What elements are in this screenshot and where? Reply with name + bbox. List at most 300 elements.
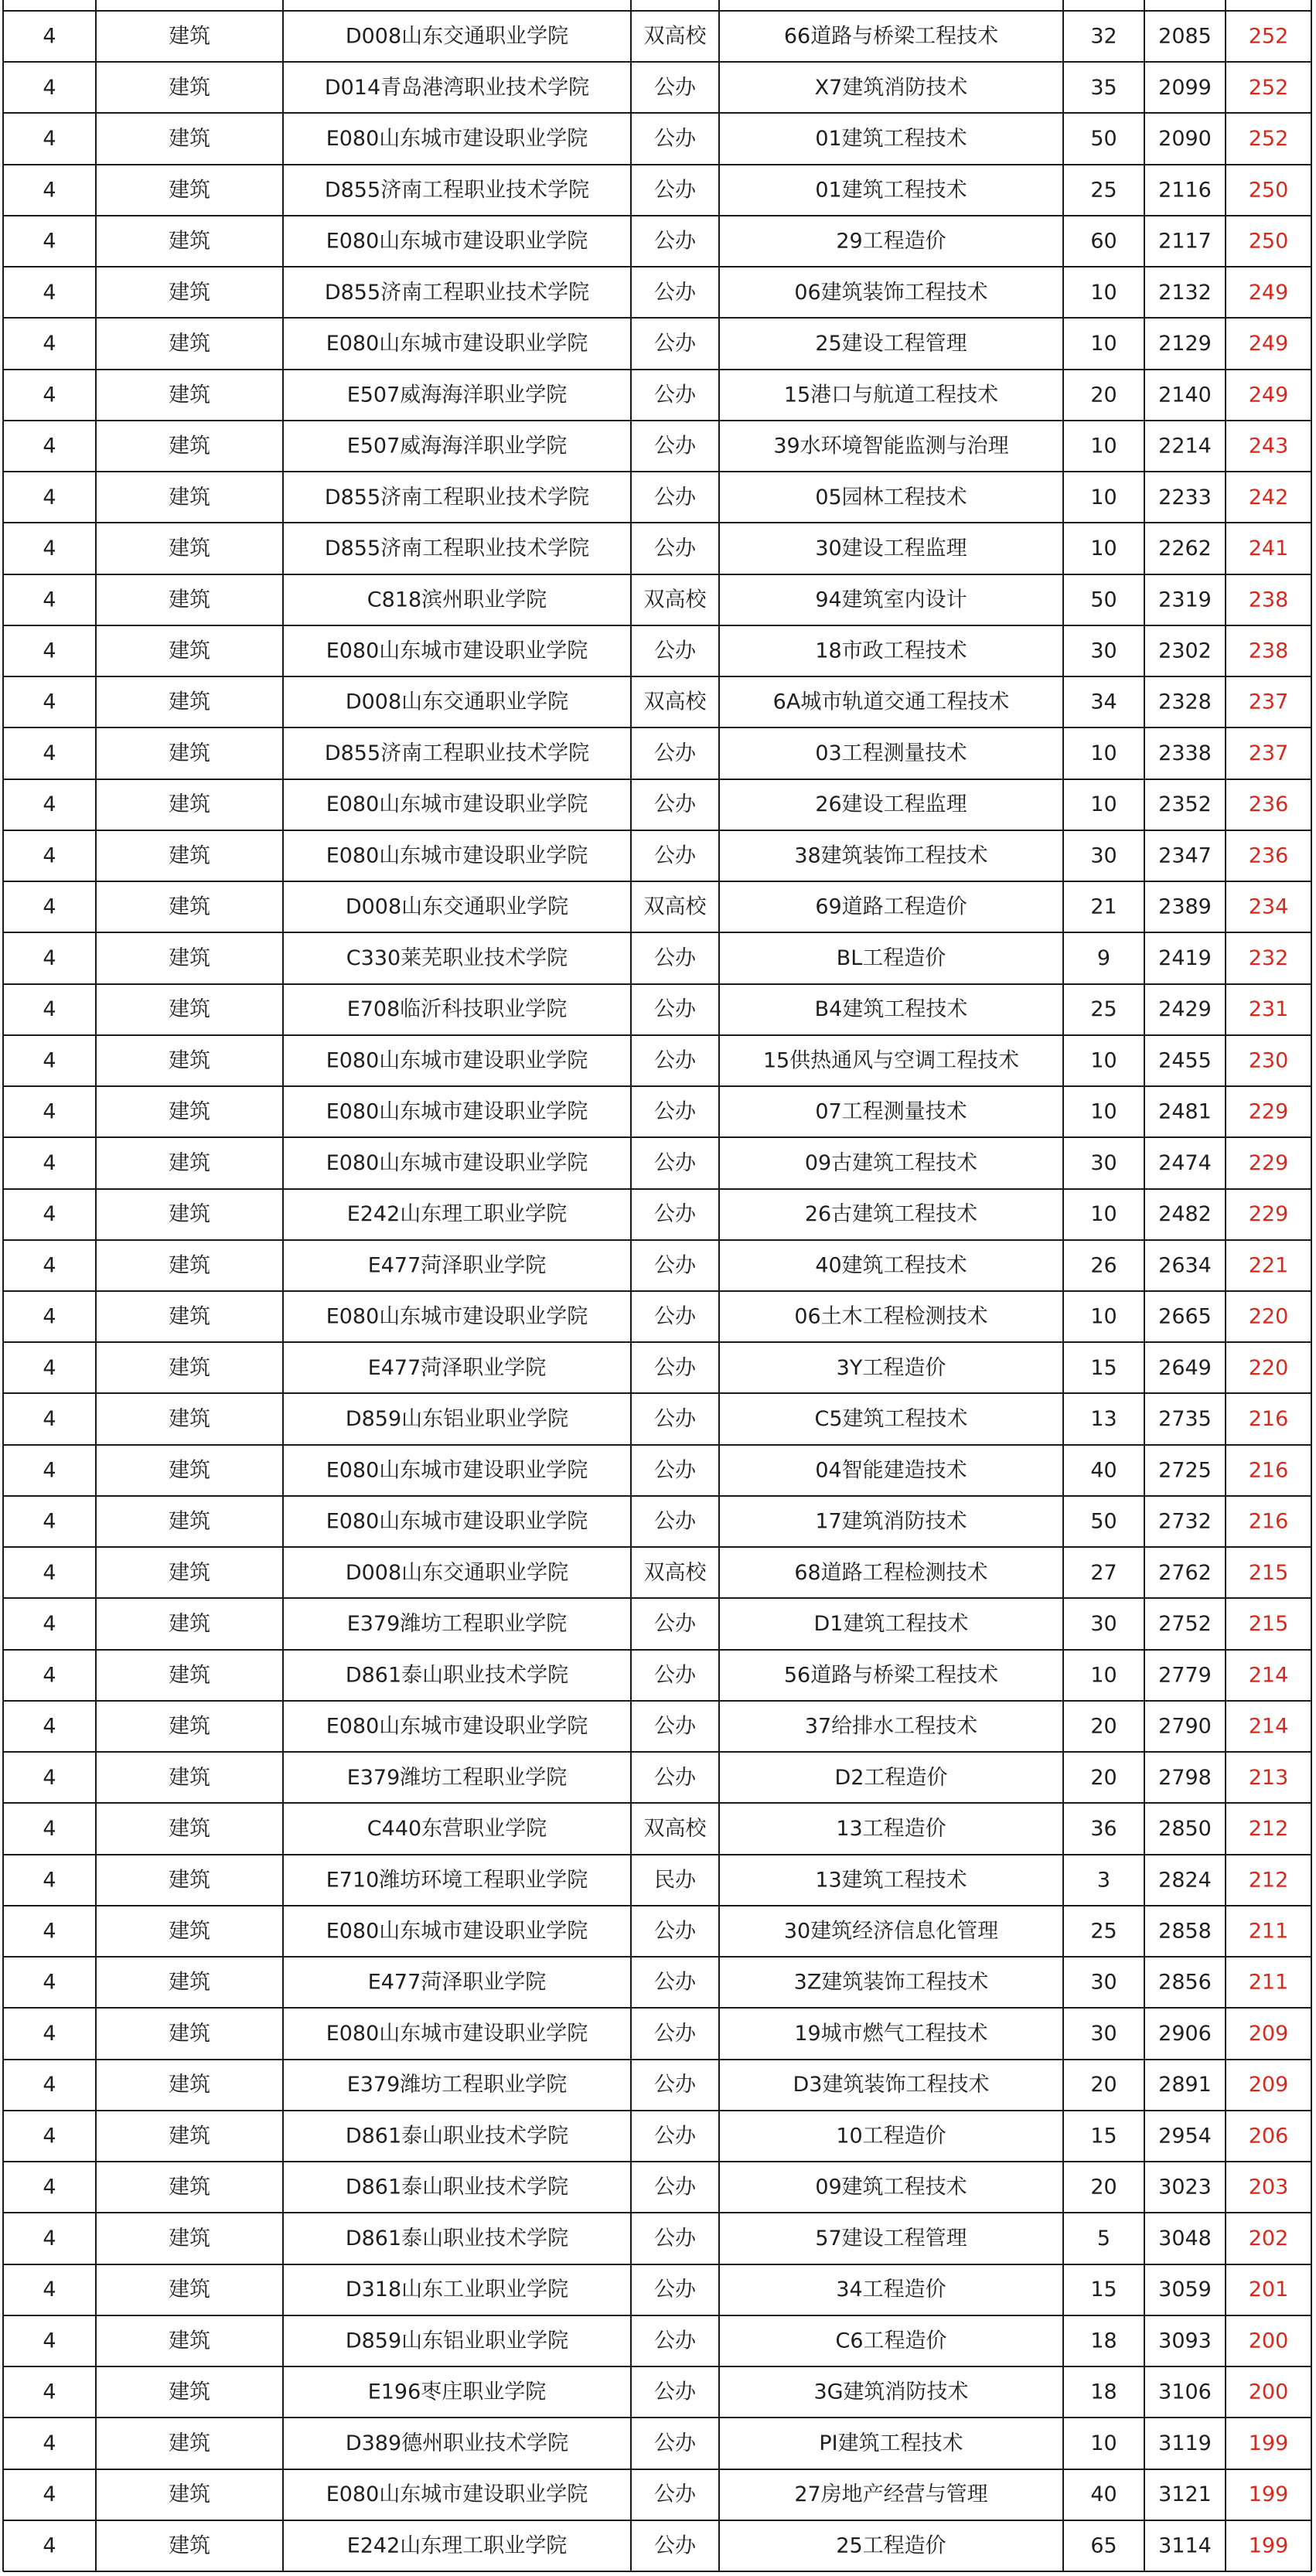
cell-category: 建筑 bbox=[169, 178, 210, 203]
table-row bbox=[43, 1612, 1288, 1636]
cell-score: 229 bbox=[1248, 1202, 1289, 1227]
cell-category: 建筑 bbox=[169, 1509, 210, 1534]
cell-major: 25工程造价 bbox=[836, 2533, 946, 2558]
cell-category: 建筑 bbox=[169, 1355, 210, 1380]
cell-school-type: 公办 bbox=[654, 1304, 696, 1329]
cell-quota: 10 bbox=[1090, 792, 1117, 817]
table-row bbox=[43, 230, 1288, 254]
cell-category: 建筑 bbox=[169, 792, 210, 817]
cell-school: E080山东城市建设职业学院 bbox=[326, 127, 588, 152]
cell-school-type: 公办 bbox=[654, 2124, 696, 2148]
table-row bbox=[43, 946, 1288, 970]
cell-school: E080山东城市建设职业学院 bbox=[326, 1458, 588, 1483]
cell-major: 26建设工程监理 bbox=[815, 792, 967, 817]
cell-rank: 2779 bbox=[1158, 1663, 1212, 1688]
cell-quota: 15 bbox=[1090, 2124, 1117, 2148]
table-row bbox=[43, 1663, 1288, 1687]
cell-major: 25建设工程管理 bbox=[815, 332, 967, 356]
cell-major: 37给排水工程技术 bbox=[804, 1714, 978, 1739]
cell-rank: 2856 bbox=[1158, 1970, 1212, 1995]
cell-major: 17建筑消防技术 bbox=[815, 1509, 967, 1534]
cell-score: 211 bbox=[1248, 1970, 1289, 1995]
table-row bbox=[43, 741, 1288, 765]
cell-school-type: 公办 bbox=[654, 792, 696, 817]
cell-tier: 4 bbox=[43, 843, 56, 868]
cell-school-type: 公办 bbox=[654, 843, 696, 868]
cell-category: 建筑 bbox=[169, 24, 210, 49]
cell-tier: 4 bbox=[43, 1560, 56, 1585]
cell-rank: 2116 bbox=[1158, 178, 1212, 203]
cell-school: E080山东城市建设职业学院 bbox=[326, 2482, 588, 2507]
cell-quota: 10 bbox=[1090, 434, 1117, 458]
cell-school-type: 公办 bbox=[654, 1150, 696, 1175]
cell-score: 249 bbox=[1248, 332, 1289, 356]
cell-rank: 2481 bbox=[1158, 1099, 1212, 1124]
cell-category: 建筑 bbox=[169, 2533, 210, 2558]
cell-score: 199 bbox=[1248, 2482, 1289, 2507]
cell-school: D861泰山职业技术学院 bbox=[345, 1663, 569, 1688]
cell-tier: 4 bbox=[43, 1202, 56, 1227]
table-row bbox=[43, 434, 1288, 458]
cell-quota: 35 bbox=[1090, 75, 1117, 100]
cell-school: E477菏泽职业学院 bbox=[367, 1253, 547, 1278]
table-row bbox=[43, 1253, 1288, 1277]
cell-school-type: 公办 bbox=[654, 485, 696, 509]
table-row bbox=[43, 1868, 1288, 1892]
cell-category: 建筑 bbox=[169, 690, 210, 714]
cell-school: D008山东交通职业学院 bbox=[345, 24, 569, 49]
cell-rank: 3048 bbox=[1158, 2226, 1212, 2251]
table-row bbox=[43, 2176, 1288, 2199]
cell-major: D1建筑工程技术 bbox=[813, 1612, 969, 1637]
cell-score: 212 bbox=[1248, 1868, 1289, 1893]
cell-category: 建筑 bbox=[169, 332, 210, 356]
cell-major: 26古建筑工程技术 bbox=[804, 1202, 978, 1227]
cell-major: 13工程造价 bbox=[836, 1817, 946, 1842]
cell-quota: 10 bbox=[1090, 741, 1117, 765]
cell-major: 30建设工程监理 bbox=[815, 537, 967, 561]
cell-major: X7建筑消防技术 bbox=[814, 75, 968, 100]
cell-major: 06建筑装饰工程技术 bbox=[794, 280, 988, 305]
cell-quota: 10 bbox=[1090, 485, 1117, 509]
cell-school: E710潍坊环境工程职业学院 bbox=[326, 1868, 588, 1893]
cell-tier: 4 bbox=[43, 2124, 56, 2148]
cell-tier: 4 bbox=[43, 2380, 56, 2404]
table-row bbox=[43, 2482, 1288, 2506]
cell-score: 238 bbox=[1248, 639, 1289, 663]
cell-score: 214 bbox=[1248, 1714, 1289, 1739]
cell-score: 212 bbox=[1248, 1817, 1289, 1842]
cell-category: 建筑 bbox=[169, 383, 210, 407]
cell-score: 209 bbox=[1248, 2021, 1289, 2046]
cell-quota: 15 bbox=[1090, 1355, 1117, 1380]
cell-score: 200 bbox=[1248, 2329, 1289, 2353]
cell-rank: 2429 bbox=[1158, 997, 1212, 1022]
cell-score: 213 bbox=[1248, 1765, 1289, 1790]
cell-quota: 20 bbox=[1090, 1765, 1117, 1790]
cell-tier: 4 bbox=[43, 792, 56, 817]
cell-rank: 2649 bbox=[1158, 1355, 1212, 1380]
cell-school: D855济南工程职业技术学院 bbox=[324, 741, 590, 765]
cell-major: 01建筑工程技术 bbox=[815, 127, 967, 152]
cell-tier: 4 bbox=[43, 280, 56, 305]
cell-score: 201 bbox=[1248, 2278, 1289, 2302]
cell-tier: 4 bbox=[43, 2021, 56, 2046]
cell-major: 09古建筑工程技术 bbox=[804, 1150, 978, 1175]
cell-school: E080山东城市建设职业学院 bbox=[326, 639, 588, 663]
cell-major: BL工程造价 bbox=[836, 946, 946, 970]
cell-school: C818滨州职业学院 bbox=[367, 588, 547, 612]
table-row bbox=[43, 178, 1288, 202]
cell-category: 建筑 bbox=[169, 1663, 210, 1688]
cell-school: E477菏泽职业学院 bbox=[367, 1970, 547, 1995]
cell-category: 建筑 bbox=[169, 1919, 210, 1944]
cell-score: 249 bbox=[1248, 383, 1289, 407]
cell-school: D855济南工程职业技术学院 bbox=[324, 280, 590, 305]
table-row bbox=[43, 1766, 1288, 1790]
cell-major: 05园林工程技术 bbox=[815, 485, 967, 509]
cell-school-type: 公办 bbox=[654, 997, 696, 1022]
cell-major: 15供热通风与空调工程技术 bbox=[762, 1048, 1020, 1073]
cell-school: E379潍坊工程职业学院 bbox=[346, 1612, 568, 1637]
cell-major: 57建设工程管理 bbox=[815, 2226, 967, 2251]
cell-category: 建筑 bbox=[169, 1970, 210, 1995]
cell-score: 209 bbox=[1248, 2073, 1289, 2097]
cell-school: D389德州职业技术学院 bbox=[345, 2431, 569, 2455]
cell-score: 214 bbox=[1248, 1663, 1289, 1688]
cell-quota: 10 bbox=[1090, 537, 1117, 561]
cell-school: D855济南工程职业技术学院 bbox=[324, 485, 590, 509]
cell-school-type: 双高校 bbox=[643, 1817, 707, 1842]
cell-school-type: 公办 bbox=[654, 2226, 696, 2251]
cell-major: 01建筑工程技术 bbox=[815, 178, 967, 203]
cell-score: 252 bbox=[1248, 127, 1289, 152]
cell-school-type: 双高校 bbox=[643, 588, 707, 612]
cell-quota: 10 bbox=[1090, 1099, 1117, 1124]
cell-quota: 30 bbox=[1090, 843, 1117, 868]
cell-rank: 2482 bbox=[1158, 1202, 1212, 1227]
table-row bbox=[43, 1561, 1288, 1585]
cell-category: 建筑 bbox=[169, 1714, 210, 1739]
cell-major: D2工程造价 bbox=[834, 1765, 948, 1790]
cell-school-type: 民办 bbox=[654, 1868, 696, 1893]
cell-quota: 20 bbox=[1090, 383, 1117, 407]
cell-rank: 2085 bbox=[1158, 24, 1212, 49]
cell-tier: 4 bbox=[43, 946, 56, 970]
cell-school-type: 公办 bbox=[654, 178, 696, 203]
cell-score: 243 bbox=[1248, 434, 1289, 458]
cell-category: 建筑 bbox=[169, 2073, 210, 2097]
cell-quota: 18 bbox=[1090, 2329, 1117, 2353]
cell-major: 38建筑装饰工程技术 bbox=[794, 843, 988, 868]
cell-score: 215 bbox=[1248, 1612, 1289, 1637]
cell-school: E080山东城市建设职业学院 bbox=[326, 1099, 588, 1124]
cell-rank: 3093 bbox=[1158, 2329, 1212, 2353]
cell-score: 229 bbox=[1248, 1150, 1289, 1175]
cell-quota: 9 bbox=[1096, 946, 1111, 970]
cell-quota: 15 bbox=[1090, 2278, 1117, 2302]
cell-tier: 4 bbox=[43, 178, 56, 203]
table-row bbox=[43, 843, 1288, 867]
table-row bbox=[43, 1407, 1288, 1431]
cell-quota: 20 bbox=[1090, 1714, 1117, 1739]
cell-score: 237 bbox=[1248, 690, 1289, 714]
cell-rank: 2858 bbox=[1158, 1919, 1212, 1944]
table-row bbox=[43, 1048, 1288, 1072]
cell-rank: 3121 bbox=[1158, 2482, 1212, 2507]
table-row bbox=[43, 1920, 1288, 1944]
cell-category: 建筑 bbox=[169, 280, 210, 305]
cell-category: 建筑 bbox=[169, 1560, 210, 1585]
cell-category: 建筑 bbox=[169, 1099, 210, 1124]
cell-school-type: 公办 bbox=[654, 1099, 696, 1124]
cell-tier: 4 bbox=[43, 1970, 56, 1995]
cell-quota: 30 bbox=[1090, 2021, 1117, 2046]
cell-major: B4建筑工程技术 bbox=[814, 997, 968, 1022]
cell-quota: 25 bbox=[1090, 1919, 1117, 1944]
cell-rank: 2262 bbox=[1158, 537, 1212, 561]
cell-quota: 65 bbox=[1090, 2533, 1117, 2558]
cell-category: 建筑 bbox=[169, 1817, 210, 1842]
cell-school-type: 公办 bbox=[654, 2175, 696, 2199]
cell-category: 建筑 bbox=[169, 2329, 210, 2353]
table-row bbox=[43, 2431, 1288, 2455]
table-row bbox=[43, 1151, 1288, 1175]
cell-category: 建筑 bbox=[169, 1202, 210, 1227]
table-row bbox=[43, 1100, 1288, 1124]
cell-score: 241 bbox=[1248, 537, 1289, 561]
cell-tier: 4 bbox=[43, 1919, 56, 1944]
table-row bbox=[43, 127, 1288, 151]
cell-category: 建筑 bbox=[169, 1048, 210, 1073]
cell-school: E242山东理工职业学院 bbox=[346, 1202, 568, 1227]
cell-major: 66道路与桥梁工程技术 bbox=[783, 24, 999, 49]
cell-rank: 2798 bbox=[1158, 1765, 1212, 1790]
cell-score: 203 bbox=[1248, 2175, 1289, 2199]
cell-rank: 3106 bbox=[1158, 2380, 1212, 2404]
cell-tier: 4 bbox=[43, 332, 56, 356]
cell-score: 200 bbox=[1248, 2380, 1289, 2404]
cell-category: 建筑 bbox=[169, 1253, 210, 1278]
cell-school-type: 公办 bbox=[654, 946, 696, 970]
cell-major: 13建筑工程技术 bbox=[815, 1868, 967, 1893]
cell-tier: 4 bbox=[43, 2329, 56, 2353]
cell-school: E196枣庄职业学院 bbox=[367, 2380, 547, 2404]
cell-category: 建筑 bbox=[169, 997, 210, 1022]
cell-category: 建筑 bbox=[169, 1304, 210, 1329]
table-row bbox=[43, 1510, 1288, 1534]
cell-tier: 4 bbox=[43, 1817, 56, 1842]
cell-score: 220 bbox=[1248, 1304, 1289, 1329]
cell-rank: 2762 bbox=[1158, 1560, 1212, 1585]
cell-school-type: 双高校 bbox=[643, 690, 707, 714]
cell-category: 建筑 bbox=[169, 1150, 210, 1175]
table-row bbox=[43, 997, 1288, 1021]
table-row bbox=[43, 2533, 1288, 2557]
cell-quota: 32 bbox=[1090, 24, 1117, 49]
table-row bbox=[43, 2329, 1288, 2353]
cell-school: D855济南工程职业技术学院 bbox=[324, 178, 590, 203]
cell-score: 236 bbox=[1248, 792, 1289, 817]
cell-rank: 2328 bbox=[1158, 690, 1212, 714]
cell-school-type: 公办 bbox=[654, 229, 696, 254]
cell-tier: 4 bbox=[43, 24, 56, 49]
cell-score: 216 bbox=[1248, 1458, 1289, 1483]
table-row bbox=[43, 1715, 1288, 1739]
cell-school-type: 公办 bbox=[654, 741, 696, 765]
cell-score: 230 bbox=[1248, 1048, 1289, 1073]
cell-quota: 30 bbox=[1090, 1150, 1117, 1175]
cell-school-type: 公办 bbox=[654, 127, 696, 152]
cell-score: 199 bbox=[1248, 2431, 1289, 2455]
cell-major: 3G建筑消防技术 bbox=[813, 2380, 969, 2404]
cell-quota: 27 bbox=[1090, 1560, 1117, 1585]
cell-rank: 2214 bbox=[1158, 434, 1212, 458]
cell-category: 建筑 bbox=[169, 1407, 210, 1432]
cell-quota: 25 bbox=[1090, 178, 1117, 203]
cell-tier: 4 bbox=[43, 434, 56, 458]
cell-school-type: 公办 bbox=[654, 2278, 696, 2302]
table-row bbox=[43, 895, 1288, 919]
cell-rank: 2419 bbox=[1158, 946, 1212, 970]
cell-major: 09建筑工程技术 bbox=[815, 2175, 967, 2199]
cell-school: E080山东城市建设职业学院 bbox=[326, 1150, 588, 1175]
cell-major: 3Y工程造价 bbox=[836, 1355, 946, 1380]
cell-rank: 2302 bbox=[1158, 639, 1212, 663]
cell-score: 215 bbox=[1248, 1560, 1289, 1585]
cell-score: 234 bbox=[1248, 894, 1289, 919]
cell-category: 建筑 bbox=[169, 485, 210, 509]
cell-school: D859山东铝业职业学院 bbox=[345, 2329, 569, 2353]
cell-major: C5建筑工程技术 bbox=[814, 1407, 968, 1432]
cell-school-type: 公办 bbox=[654, 280, 696, 305]
cell-major: 29工程造价 bbox=[836, 229, 946, 254]
cell-score: 220 bbox=[1248, 1355, 1289, 1380]
table-row bbox=[43, 2124, 1288, 2148]
cell-tier: 4 bbox=[43, 2226, 56, 2251]
cell-school-type: 双高校 bbox=[643, 24, 707, 49]
cell-rank: 2824 bbox=[1158, 1868, 1212, 1893]
cell-quota: 36 bbox=[1090, 1817, 1117, 1842]
cell-major: 06土木工程检测技术 bbox=[794, 1304, 988, 1329]
cell-tier: 4 bbox=[43, 997, 56, 1022]
cell-major: 10工程造价 bbox=[836, 2124, 946, 2148]
cell-school: E080山东城市建设职业学院 bbox=[326, 792, 588, 817]
cell-tier: 4 bbox=[43, 485, 56, 509]
cell-school-type: 公办 bbox=[654, 1355, 696, 1380]
cell-category: 建筑 bbox=[169, 2124, 210, 2148]
cell-score: 250 bbox=[1248, 229, 1289, 254]
cell-school: C330莱芜职业技术学院 bbox=[346, 946, 568, 970]
table-row bbox=[43, 2227, 1288, 2251]
cell-quota: 20 bbox=[1090, 2073, 1117, 2097]
cell-tier: 4 bbox=[43, 75, 56, 100]
cell-major: 07工程测量技术 bbox=[815, 1099, 967, 1124]
cell-school: E379潍坊工程职业学院 bbox=[346, 1765, 568, 1790]
cell-tier: 4 bbox=[43, 2533, 56, 2558]
cell-quota: 60 bbox=[1090, 229, 1117, 254]
cell-category: 建筑 bbox=[169, 537, 210, 561]
cell-tier: 4 bbox=[43, 1714, 56, 1739]
cell-rank: 2790 bbox=[1158, 1714, 1212, 1739]
cell-quota: 50 bbox=[1090, 588, 1117, 612]
cell-quota: 50 bbox=[1090, 1509, 1117, 1534]
cell-score: 202 bbox=[1248, 2226, 1289, 2251]
cell-school-type: 公办 bbox=[654, 1202, 696, 1227]
cell-quota: 20 bbox=[1090, 2175, 1117, 2199]
cell-score: 231 bbox=[1248, 997, 1289, 1022]
cell-major: 3Z建筑装饰工程技术 bbox=[793, 1970, 989, 1995]
cell-school-type: 公办 bbox=[654, 1509, 696, 1534]
cell-quota: 34 bbox=[1090, 690, 1117, 714]
cell-quota: 30 bbox=[1090, 639, 1117, 663]
cell-school-type: 公办 bbox=[654, 1919, 696, 1944]
cell-score: 232 bbox=[1248, 946, 1289, 970]
table-row bbox=[43, 1202, 1288, 1226]
cell-category: 建筑 bbox=[169, 946, 210, 970]
cell-category: 建筑 bbox=[169, 843, 210, 868]
cell-school-type: 公办 bbox=[654, 383, 696, 407]
cell-category: 建筑 bbox=[169, 434, 210, 458]
cell-school-type: 公办 bbox=[654, 1765, 696, 1790]
cell-rank: 3119 bbox=[1158, 2431, 1212, 2455]
cell-score: 211 bbox=[1248, 1919, 1289, 1944]
cell-tier: 4 bbox=[43, 2278, 56, 2302]
cell-score: 237 bbox=[1248, 741, 1289, 765]
cell-tier: 4 bbox=[43, 1868, 56, 1893]
cell-tier: 4 bbox=[43, 1458, 56, 1483]
cell-major: 18市政工程技术 bbox=[815, 639, 967, 663]
cell-category: 建筑 bbox=[169, 1612, 210, 1637]
table-row bbox=[43, 383, 1288, 407]
cell-rank: 3023 bbox=[1158, 2175, 1212, 2199]
cell-school-type: 公办 bbox=[654, 2021, 696, 2046]
cell-major: 30建筑经济信息化管理 bbox=[783, 1919, 999, 1944]
cell-major: 03工程测量技术 bbox=[815, 741, 967, 765]
cell-category: 建筑 bbox=[169, 1765, 210, 1790]
cell-school-type: 公办 bbox=[654, 639, 696, 663]
cell-tier: 4 bbox=[43, 741, 56, 765]
cell-major: 39水环境智能监测与治理 bbox=[773, 434, 1009, 458]
cell-major: C6工程造价 bbox=[835, 2329, 947, 2353]
cell-category: 建筑 bbox=[169, 741, 210, 765]
cell-category: 建筑 bbox=[169, 1458, 210, 1483]
cell-score: 229 bbox=[1248, 1099, 1289, 1124]
cell-major: 15港口与航道工程技术 bbox=[783, 383, 999, 407]
cell-tier: 4 bbox=[43, 639, 56, 663]
cell-major: 19城市燃气工程技术 bbox=[794, 2021, 988, 2046]
table-row bbox=[43, 1305, 1288, 1329]
cell-school: D855济南工程职业技术学院 bbox=[324, 537, 590, 561]
cell-rank: 2891 bbox=[1158, 2073, 1212, 2097]
cell-category: 建筑 bbox=[169, 2021, 210, 2046]
cell-score: 216 bbox=[1248, 1407, 1289, 1432]
cell-rank: 2752 bbox=[1158, 1612, 1212, 1637]
cell-score: 221 bbox=[1248, 1253, 1289, 1278]
cell-school-type: 公办 bbox=[654, 2431, 696, 2455]
cell-school: E242山东理工职业学院 bbox=[346, 2533, 568, 2558]
cell-quota: 10 bbox=[1090, 280, 1117, 305]
cell-score: 236 bbox=[1248, 843, 1289, 868]
cell-school: E080山东城市建设职业学院 bbox=[326, 229, 588, 254]
cell-school-type: 公办 bbox=[654, 332, 696, 356]
cell-rank: 2474 bbox=[1158, 1150, 1212, 1175]
cell-tier: 4 bbox=[43, 2073, 56, 2097]
cell-major: 56道路与桥梁工程技术 bbox=[783, 1663, 999, 1688]
cell-category: 建筑 bbox=[169, 588, 210, 612]
cell-school-type: 公办 bbox=[654, 537, 696, 561]
cell-school: D861泰山职业技术学院 bbox=[345, 2175, 569, 2199]
